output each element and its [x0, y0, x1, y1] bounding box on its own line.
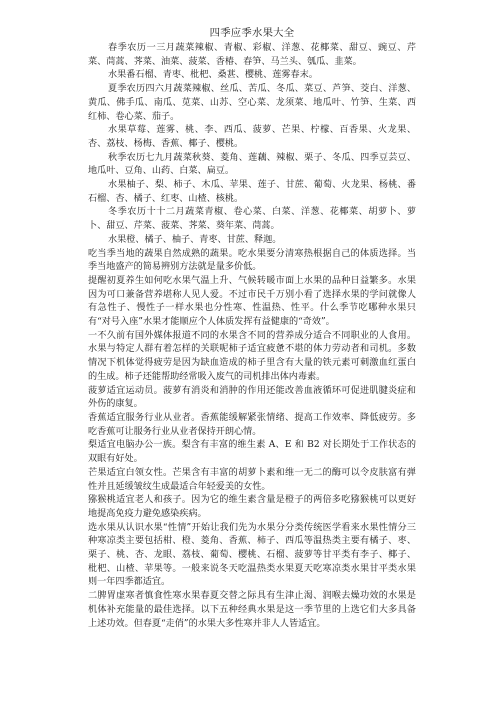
document-body — [88, 42, 416, 631]
paragraph: 秋季农历七九月蔬菜秋葵、菱角、莲藕、辣椒、栗子、冬瓜、四季豆芸豆、地瓜叶、豆角、山药、白菜、扁豆。 — [88, 152, 416, 177]
paragraph: 冬季农历十十二月蔬菜青椒、卷心菜、白菜、洋葱、花椰菜、胡萝卜、萝卜、甜豆、芹菜、菠菜、荠菜、葵年菜、茼蒿。 — [88, 207, 416, 232]
paragraph: 香蕉适宜服务行业从业者。香蕉能缓解紧张情绪、提高工作效率、降低疲劳。多吃香蕉可让服务行业从业者保持开朗心情。 — [88, 412, 416, 437]
paragraph: 春季农历一三月蔬菜辣椒、青椒、彩椒、洋葱、花椰菜、甜豆、豌豆、芹菜、茼蒿、荠菜、油菜、菠菜、香椿、春笋、马兰头、瓠瓜、韭菜。 — [88, 43, 416, 67]
paragraph: 选水果从认识水果“性情”开始让我们先为水果分分类传统医学看来水果性情分三种寒凉类主要包括柑、橙、菱角、香蕉、柿子、西瓜等温热类主要有橘子、枣、栗子、桃、杏、龙眼、荔枝、葡萄、樱桃、石榴、菠萝等甘平类有李子、椰子、枇杷、山楂、苹果等。一般来说冬天吃温热类水果夏天吃寒凉类水果甘平类水果则一年四季都适宜。 — [88, 522, 416, 588]
paragraph: 猕猴桃适宜老人和孩子。因为它的维生素含量是橙子的两倍多吃猕猴桃可以更好地提高免疫力避免感染疾病。 — [88, 495, 416, 519]
paragraph: 二脾胃虚寒者慎食性寒水果春夏交替之际具有生津止渴、润喉去燥功效的水果是机体补充能量的最佳选择。以下五种经典水果是这一季节里的上选它们大多具备上述功效。但春夏“走俏”的水果大多性寒并非人人皆适宜。 — [88, 591, 416, 629]
paragraph: 水果柚子、梨、柿子、木瓜、苹果、莲子、甘蔗、葡萄、火龙果、杨桃、番石榴、杏、橘子、红枣、山楂、核桃。 — [88, 180, 416, 204]
paragraph: 夏季农历四六月蔬菜辣椒、丝瓜、苦瓜、冬瓜、菜豆、芦笋、茭白、洋葱、黄瓜、佛手瓜、南瓜、苋菜、山苏、空心菜、龙须菜、地瓜叶、竹笋、生菜、西红柿、卷心菜、茄子。 — [88, 84, 416, 122]
paragraph: 一不久前有国外媒体报道不同的水果含不同的营养成分适合不同职业的人食用。水果与特定人群有着怎样的关联呢柿子适宜疲惫不堪的体力劳动者和司机。多数情况下机体觉得疲劳是因为缺血造成的柿子里含有大量的铁元素可刺激血红蛋白的生成。柿子还能帮助经常吸入废气的司机排出体内毒素。 — [88, 330, 416, 382]
paragraph: 芒果适宜白领女性。芒果含有丰富的胡萝卜素和维一无二的酶可以令皮肤富有弹性并且延缓皱纹生成最适合年轻爱美的女性。 — [88, 467, 416, 492]
paragraph: 水果草莓、莲雾、桃、李、西瓜、菠萝、芒果、柠檬、百香果、火龙果、杏、荔枝、杨梅、香蕉、椰子、樱桃。 — [88, 125, 416, 149]
document-title: 四季应季水果大全 — [209, 27, 295, 39]
paragraph: 吃当季当地的蔬果自然成熟的蔬果。吃水果要分清寒热根据自己的体质选择。当季当地盛产的简易辨别方法就是量多价低。 — [88, 248, 416, 273]
paragraph: 水果橙、橘子、柚子、青枣、甘蔗、释迦。 — [108, 234, 282, 245]
paragraph: 梨适宜电脑办公一族。梨含有丰富的维生素 A、E 和 B2 对长期处于工作状态的双眼有好处。 — [88, 440, 416, 465]
paragraph: 提醒初夏养生如何吃水果气温上升、气候转暖市面上水果的品种日益繁多。水果因为可口兼备营养堪称人见人爱。不过市民千万别小看了选择水果的学问就像人有急性子、慢性子一样水果也分性寒、性温热、性平。什么季节吃哪种水果只有“对号入座”水果才能顺应个人体质发挥有益健康的“奇效”。 — [88, 275, 416, 328]
paragraph: 菠萝适宜运动员。菠萝有消炎和消肿的作用还能改善血液循环可促进肌腱炎症和外伤的康复。 — [88, 385, 416, 410]
paragraph: 水果番石榴、青枣、枇杷、桑葚、樱桃、莲雾春末。 — [108, 70, 318, 81]
